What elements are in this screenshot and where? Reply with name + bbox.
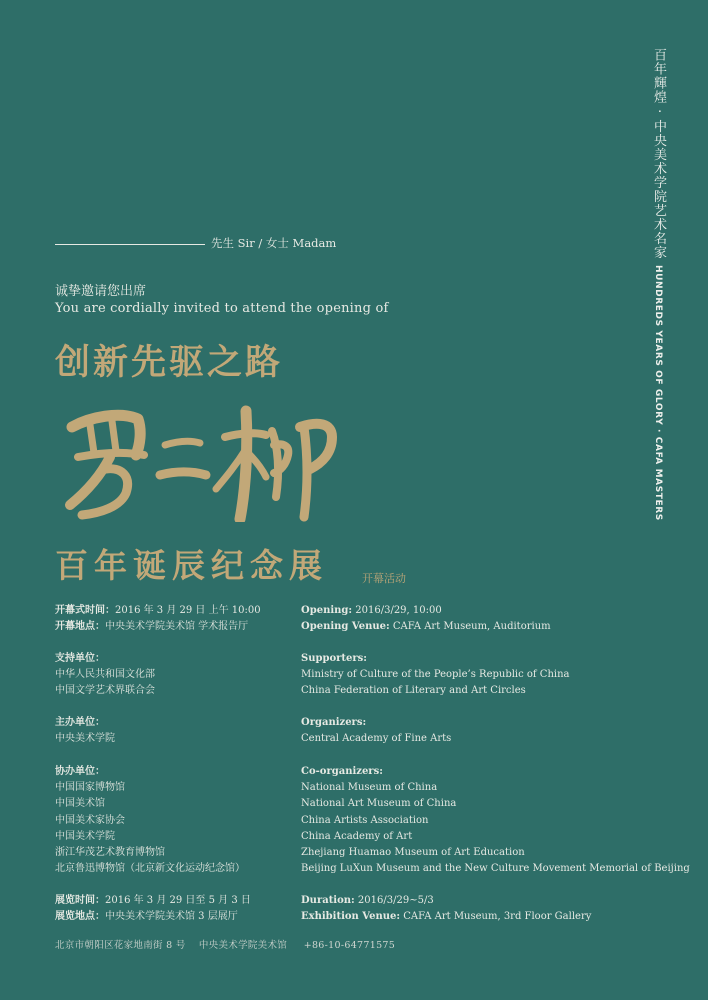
coorganizers-en [301,764,690,877]
organizer-item: Central Academy of Fine Arts [301,733,452,745]
supporters-zh [55,651,155,700]
exhibition-info-en [301,893,591,925]
coorganizer-item: China Academy of Art [301,830,413,842]
opening-venue-zh: 中央美术学院美术馆 学术报告厅 [105,621,249,633]
supporters-label-zh: 支持单位： [55,653,105,664]
supporters-label-en: Supporters: [301,653,367,664]
path-title: 创新先驱之路 [55,343,284,383]
coorganizer-item: 中国美术学院 [55,830,115,842]
coorganizer-item: Zhejiang Huamao Museum of Art Education [301,847,525,859]
exhibition-info-zh [55,893,251,925]
series-title [649,48,668,520]
opening-en [301,603,551,635]
exhibition-venue-label-en: Exhibition Venue: [301,911,401,923]
coorganizer-item: China Artists Association [301,814,429,826]
organizers-en [301,715,451,747]
footer-phone: +86-10-64771575 [303,940,396,951]
opening-venue-label-en: Opening Venue: [301,621,390,633]
salutation-line [55,235,336,251]
opening-venue-en: CAFA Art Museum, Auditorium [389,621,551,633]
opening-zh [55,603,261,635]
supporter-item: China Federation of Literary and Art Circles [301,685,526,697]
duration-label-en: Duration: [301,895,355,906]
footer-museum: 中央美术学院美术馆 [198,940,288,951]
coorganizer-item: 中国美术家协会 [55,814,125,826]
footer [55,937,395,951]
invite-en: You are cordially invited to attend the opening of [55,301,389,316]
coorganizer-item: 中国国家博物馆 [55,782,125,794]
coorganizer-item: 中国美术馆 [55,798,105,810]
exhibition-venue-en: CAFA Art Museum, 3rd Floor Gallery [400,911,592,923]
supporter-item: 中国文学艺术界联合会 [55,685,155,697]
exhibition-venue-label-zh: 展览地点： [55,911,105,923]
opening-time-zh: 2016 年 3 月 29 日 上午 10:00 [115,605,261,616]
opening-time-label-en: Opening: [301,605,353,616]
coorganizer-item: 北京鲁迅博物馆（北京新文化运动纪念馆） [55,863,245,875]
organizers-label-en: Organizers: [301,717,367,728]
coorganizer-item: National Museum of China [301,782,438,794]
series-title-zh: 百年輝煌 · 中央美术学院艺术名家 [651,48,666,260]
coorganizer-item: Beijing LuXun Museum and the New Culture Movement Memorial of Beijing [301,863,690,875]
coorganizers-label-en: Co-organizers: [301,766,383,777]
invite-zh: 诚挚邀请您出席 [55,284,147,299]
calligraphy-name-artwork [60,397,345,522]
duration-en: 2016/3/29~5/3 [354,895,434,906]
opening-time-en: 2016/3/29, 10:00 [352,605,442,616]
footer-address: 北京市朝阳区花家地南街 8 号 [55,940,186,951]
salutation-text: 先生 Sir / 女士 Madam [211,236,337,250]
organizer-item: 中央美术学院 [55,733,115,745]
opening-venue-label-zh: 开幕地点： [55,621,105,633]
organizers-label-zh: 主办单位： [55,717,105,728]
supporters-en [301,651,570,700]
supporter-item: 中华人民共和国文化部 [55,669,155,681]
series-title-en: HUNDREDS YEARS OF GLORY · CAFA MASTERS [653,264,663,521]
organizers-zh [55,715,115,747]
supporter-item: Ministry of Culture of the People’s Republic of China [301,669,570,681]
calligraphy-svg [60,397,345,522]
duration-label-zh: 展览时间： [55,895,105,906]
coorganizers-label-zh: 协办单位： [55,766,105,777]
coorganizer-item: National Art Museum of China [301,798,457,810]
coorganizer-item: 浙江华茂艺术教育博物馆 [55,847,165,859]
exhibition-venue-zh: 中央美术学院美术馆 3 层展厅 [105,911,238,923]
coorganizers-zh [55,764,245,877]
opening-time-label-zh: 开幕式时间： [55,605,115,616]
exhibition-subtitle: 开幕活动 [362,572,406,585]
duration-zh: 2016 年 3 月 29 日至 5 月 3 日 [105,895,251,906]
exhibition-title: 百年诞辰纪念展 [55,546,328,585]
name-blank-line [55,244,205,245]
